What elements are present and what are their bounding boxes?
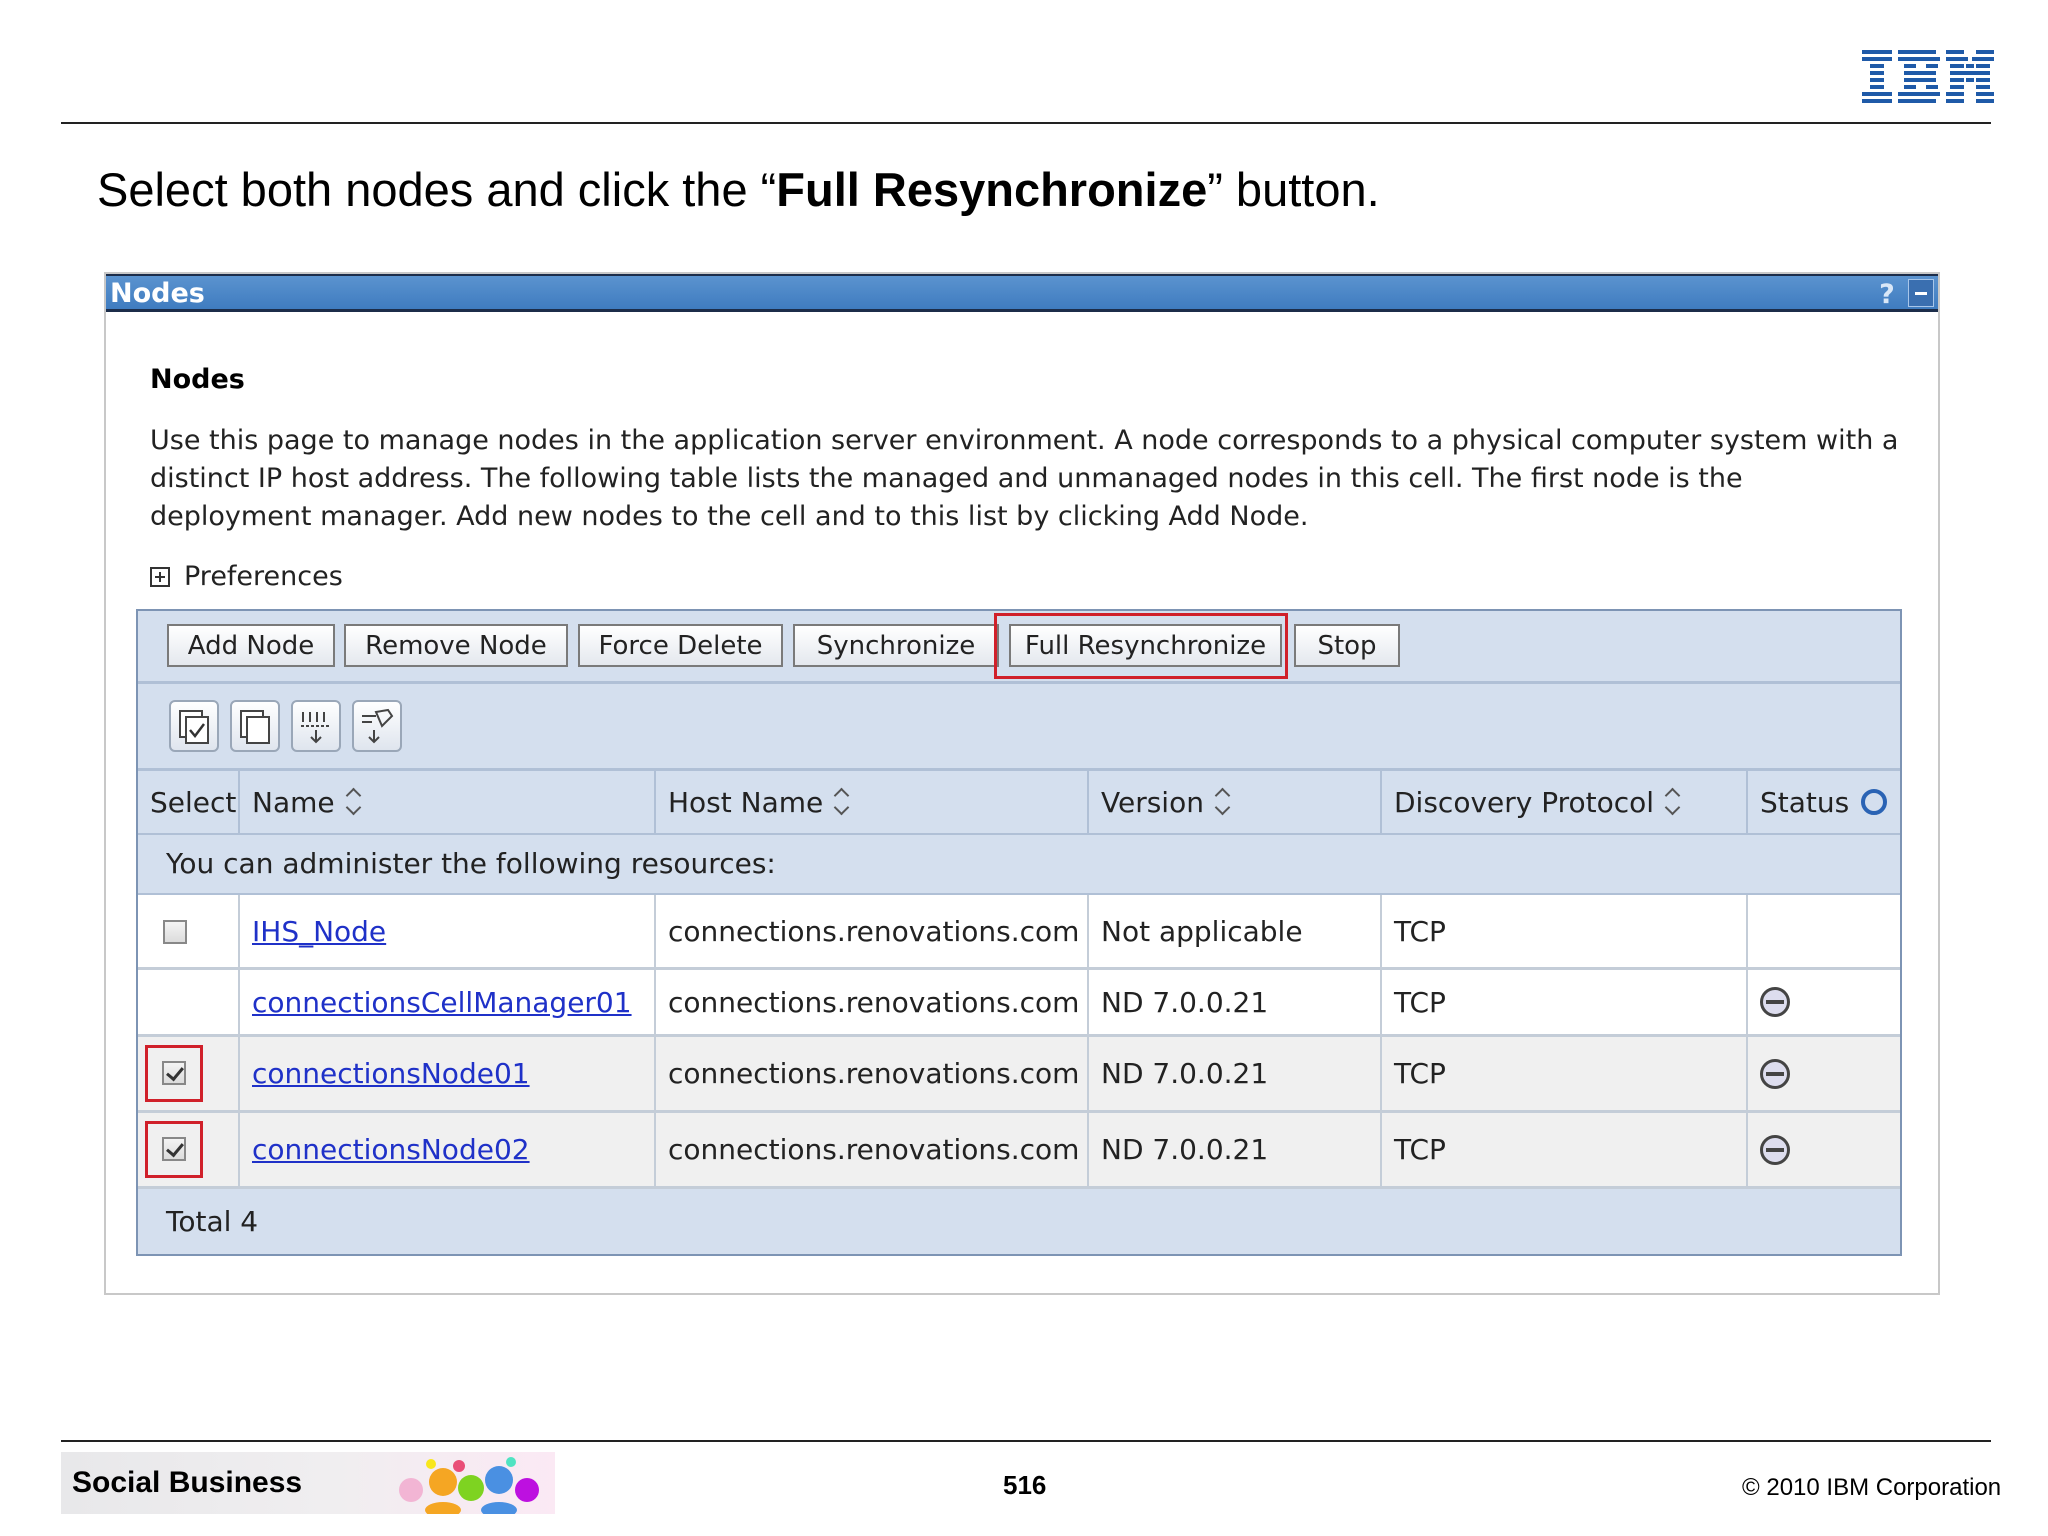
synchronized-icon	[1760, 1059, 1790, 1089]
deselect-all-icon[interactable]	[230, 700, 280, 752]
row-checkbox[interactable]	[163, 920, 187, 944]
column-header-status[interactable]: Status	[1748, 771, 1900, 833]
sort-icon[interactable]	[835, 788, 849, 816]
page-number: 516	[1003, 1470, 1047, 1500]
header-divider	[61, 122, 1991, 124]
version-cell: ND 7.0.0.21	[1089, 970, 1382, 1034]
expand-icon[interactable]	[150, 567, 170, 587]
version-cell: ND 7.0.0.21	[1089, 1037, 1382, 1110]
protocol-cell: TCP	[1382, 1113, 1748, 1186]
slide-instruction: Select both nodes and click the “Full Resynchronize” button.	[97, 163, 1380, 216]
table-row	[138, 1037, 1900, 1113]
column-header-version[interactable]: Version	[1089, 771, 1382, 833]
select-cell	[138, 1037, 240, 1110]
table-row	[138, 895, 1900, 970]
refresh-icon[interactable]	[1861, 789, 1887, 815]
column-header-name[interactable]: Name	[240, 771, 656, 833]
status-cell	[1748, 895, 1900, 967]
copyright-notice: © 2010 IBM Corporation	[1742, 1474, 2002, 1501]
help-icon[interactable]: ?	[1879, 279, 1895, 310]
column-header-discovery-protocol[interactable]: Discovery Protocol	[1382, 771, 1748, 833]
table-footer-row	[138, 1189, 1900, 1254]
sort-icon[interactable]	[347, 788, 361, 816]
select-all-icon[interactable]	[169, 700, 219, 752]
table-row	[138, 970, 1900, 1037]
host-name-cell: connections.renovations.com	[656, 895, 1089, 967]
brand-label: Social Business	[72, 1466, 303, 1499]
remove-node-button[interactable]: Remove Node	[344, 624, 568, 667]
protocol-cell: TCP	[1382, 970, 1748, 1034]
clear-filter-icon[interactable]	[352, 700, 402, 752]
resources-caption-row	[138, 835, 1900, 895]
total-count: Total 4	[166, 1205, 259, 1238]
host-name-cell: connections.renovations.com	[656, 970, 1089, 1034]
protocol-cell: TCP	[1382, 1037, 1748, 1110]
checkbox-highlight	[145, 1121, 203, 1178]
add-node-button[interactable]: Add Node	[167, 624, 335, 667]
name-cell	[240, 1113, 656, 1186]
column-header-host-name[interactable]: Host Name	[656, 771, 1089, 833]
checkbox-highlight	[145, 1045, 203, 1102]
status-cell	[1748, 1037, 1900, 1110]
synchronized-icon	[1760, 987, 1790, 1017]
sort-icon[interactable]	[1666, 788, 1680, 816]
show-filter-icon[interactable]	[291, 700, 341, 752]
protocol-cell: TCP	[1382, 895, 1748, 967]
name-cell	[240, 895, 656, 967]
name-cell	[240, 970, 656, 1034]
page-description: Use this page to manage nodes in the application server environment. A node corresponds to a physical computer system with a distinct IP host address. The following table lists the managed and unmanaged nodes in this cell. The first node is the deployment manager. Add new nodes to the cell and to this list by clicking Add Node.	[150, 425, 1899, 532]
full-resynchronize-highlight	[994, 613, 1288, 679]
ibm-logo	[1862, 50, 1994, 106]
preferences-label[interactable]: Preferences	[184, 561, 343, 592]
select-cell	[138, 895, 240, 967]
force-delete-button[interactable]: Force Delete	[578, 624, 783, 667]
sort-icon[interactable]	[1216, 788, 1230, 816]
status-cell	[1748, 970, 1900, 1034]
node-name-link[interactable]: connectionsNode01	[252, 1057, 530, 1090]
table-row	[138, 1113, 1900, 1189]
version-cell: ND 7.0.0.21	[1089, 1113, 1382, 1186]
nodes-portlet	[104, 272, 1940, 1295]
node-name-link[interactable]: IHS_Node	[252, 914, 387, 948]
host-name-cell: connections.renovations.com	[656, 1113, 1089, 1186]
version-cell: Not applicable	[1089, 895, 1382, 967]
nodes-table	[136, 609, 1902, 1256]
portlet-titlebar	[106, 274, 1938, 312]
full-resynchronize-button[interactable]: Full Resynchronize	[1009, 624, 1282, 667]
table-header-row	[138, 771, 1900, 835]
table-toolbar	[138, 684, 1900, 771]
select-cell	[138, 970, 240, 1034]
preferences-toggle[interactable]	[150, 561, 343, 592]
status-cell	[1748, 1113, 1900, 1186]
action-button-bar	[138, 611, 1900, 684]
synchronize-button[interactable]: Synchronize	[793, 624, 999, 667]
portlet-title: Nodes	[110, 278, 205, 309]
minimize-icon[interactable]	[1908, 279, 1934, 307]
page-heading: Nodes	[150, 364, 245, 395]
column-header-select: Select	[138, 771, 240, 833]
resources-caption: You can administer the following resources:	[166, 847, 776, 880]
node-name-link[interactable]: connectionsCellManager01	[252, 985, 632, 1019]
select-cell	[138, 1113, 240, 1186]
host-name-cell: connections.renovations.com	[656, 1037, 1089, 1110]
social-business-banner	[61, 1452, 555, 1514]
name-cell	[240, 1037, 656, 1110]
synchronized-icon	[1760, 1135, 1790, 1165]
node-name-link[interactable]: connectionsNode02	[252, 1133, 530, 1166]
people-illustration-icon	[371, 1452, 555, 1514]
stop-button[interactable]: Stop	[1294, 624, 1400, 667]
footer-divider	[61, 1440, 1991, 1442]
